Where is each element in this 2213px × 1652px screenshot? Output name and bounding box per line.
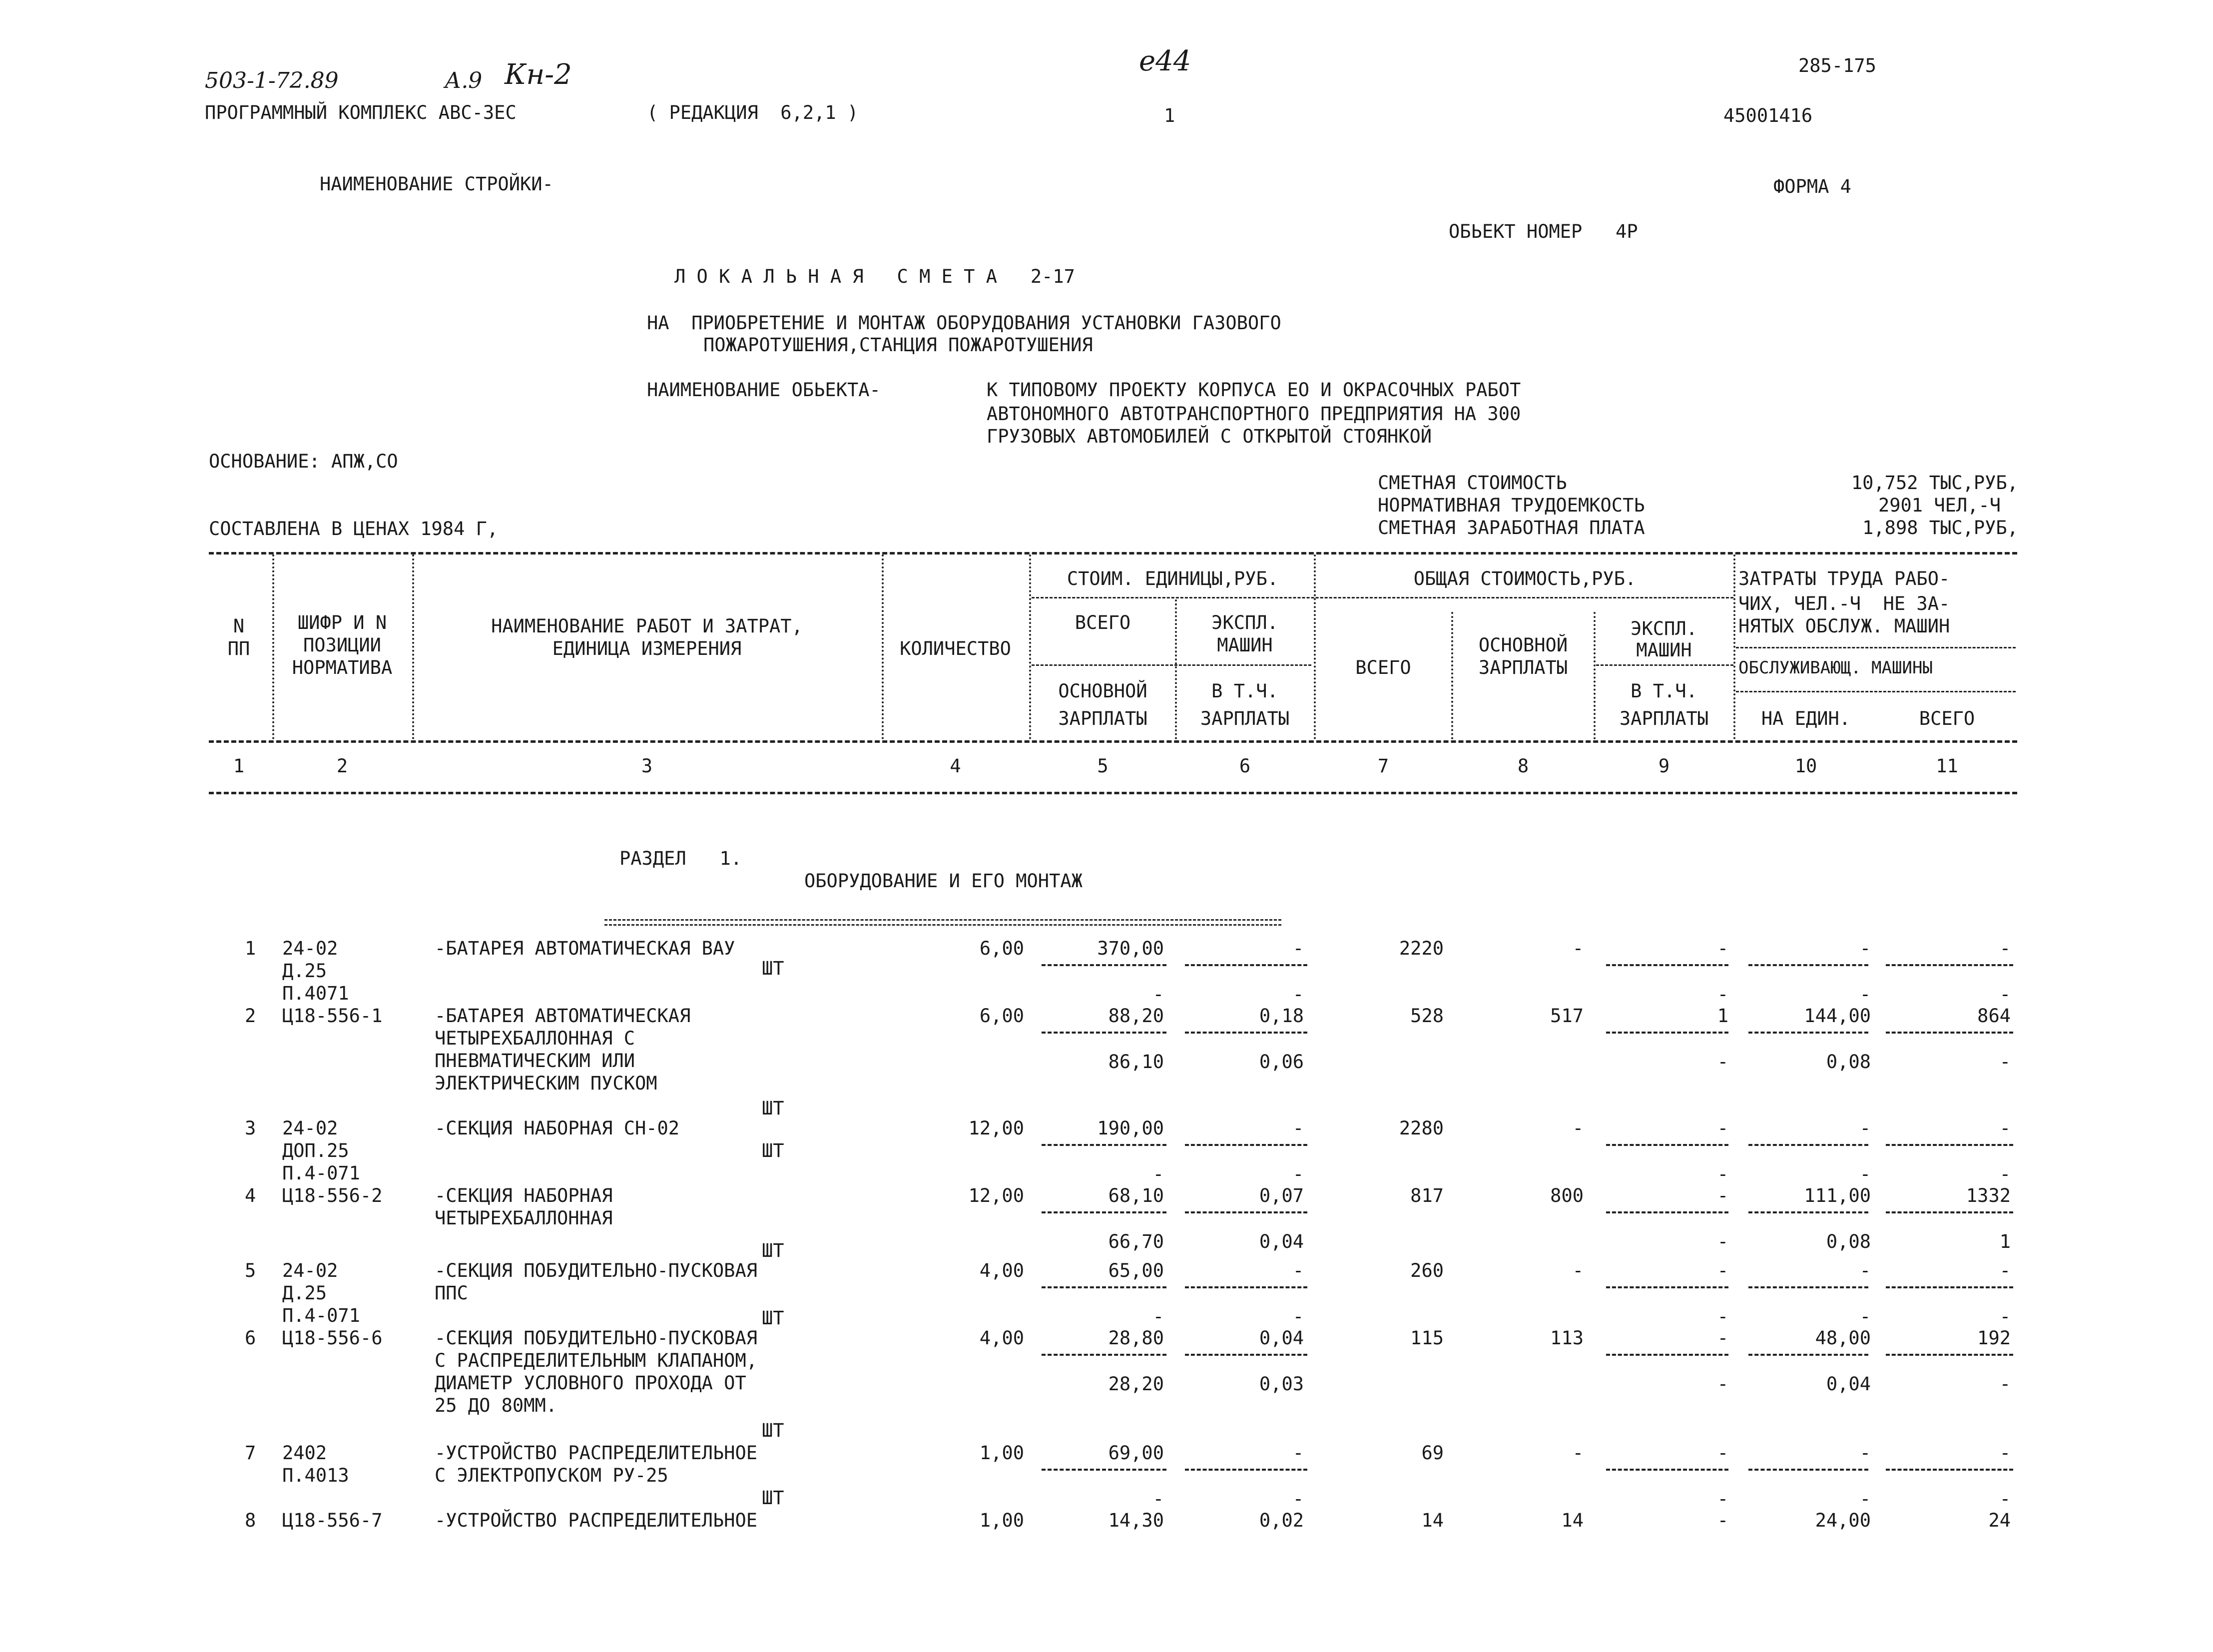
row-labor-total: 24 bbox=[1988, 1510, 2011, 1531]
row-labor-machine-unit: - bbox=[1859, 1488, 1871, 1510]
row-name: -УСТРОЙСТВО РАСПРЕДЕЛИТЕЛЬНОЕ bbox=[435, 1442, 758, 1464]
cell-underline bbox=[1748, 1211, 1868, 1213]
col11-label: ВСЕГО bbox=[1919, 708, 1975, 729]
cell-underline bbox=[1886, 1144, 2013, 1146]
row-code: П.4013 bbox=[282, 1465, 349, 1486]
cell-underline bbox=[1042, 1144, 1166, 1146]
cell-underline bbox=[1185, 1032, 1307, 1034]
row-name: ДИАМЕТР УСЛОВНОГО ПРОХОДА ОТ bbox=[435, 1372, 746, 1394]
header-subrule bbox=[1032, 597, 1733, 598]
col-code-label: ШИФР И N bbox=[297, 612, 387, 633]
col7-label: ВСЕГО bbox=[1355, 657, 1411, 678]
col6-sub-label: В Т.Ч. bbox=[1211, 680, 1278, 702]
row-number: 6 bbox=[245, 1327, 256, 1349]
row-labor-machine-total: - bbox=[1999, 1306, 2011, 1327]
archive-number: 285-175 bbox=[1798, 55, 1876, 76]
row-machine-cost: 0,02 bbox=[1259, 1510, 1304, 1531]
cell-underline bbox=[1748, 1286, 1868, 1288]
section-name: ОБОРУДОВАНИЕ И ЕГО МОНТАЖ bbox=[804, 870, 1083, 892]
row-unit-cost: 28,80 bbox=[1108, 1327, 1164, 1349]
handwritten-page-number: е44 bbox=[1139, 45, 1191, 77]
cell-underline bbox=[1185, 1211, 1307, 1213]
row-name: -УСТРОЙСТВО РАСПРЕДЕЛИТЕЛЬНОЕ bbox=[435, 1510, 758, 1531]
cell-underline bbox=[1185, 1354, 1307, 1356]
row-machine-wages: 0,04 bbox=[1259, 1231, 1304, 1252]
row-wages: 113 bbox=[1550, 1327, 1584, 1349]
row-total: 528 bbox=[1410, 1005, 1444, 1027]
row-total: 2220 bbox=[1399, 938, 1444, 959]
row-code: ДОП.25 bbox=[282, 1140, 349, 1161]
row-machine-total: - bbox=[1717, 1117, 1728, 1139]
col-number: 7 bbox=[1377, 755, 1389, 777]
col-name-label: НАИМЕНОВАНИЕ РАБОТ И ЗАТРАТ, bbox=[491, 615, 803, 637]
col-labor-label: ЗАТРАТЫ ТРУДА РАБО- bbox=[1738, 568, 1950, 589]
row-qty: 12,00 bbox=[968, 1185, 1024, 1206]
row-total: 2280 bbox=[1399, 1117, 1444, 1139]
row-machine-wages-total: - bbox=[1717, 1231, 1728, 1252]
row-name: -СЕКЦИЯ ПОБУДИТЕЛЬНО-ПУСКОВАЯ bbox=[435, 1327, 758, 1349]
object-name-line2: АВТОНОМНОГО АВТОТРАНСПОРТНОГО ПРЕДПРИЯТИЯ НА 300 bbox=[987, 403, 1521, 425]
row-wages: 517 bbox=[1550, 1005, 1584, 1027]
row-labor-unit: - bbox=[1859, 1117, 1871, 1139]
row-machine-total: - bbox=[1717, 1185, 1728, 1206]
row-unit-cost: 65,00 bbox=[1108, 1260, 1164, 1281]
row-labor-machine-unit: 0,08 bbox=[1826, 1231, 1871, 1252]
row-machine-cost: 0,18 bbox=[1259, 1005, 1304, 1027]
cell-underline bbox=[1606, 1286, 1728, 1288]
col-n-label-2: ПП bbox=[227, 638, 250, 659]
col-sep bbox=[882, 554, 884, 739]
row-code: Д.25 bbox=[282, 960, 327, 982]
cell-underline bbox=[1042, 1211, 1166, 1213]
row-total: 260 bbox=[1410, 1260, 1444, 1281]
row-number: 4 bbox=[245, 1185, 256, 1206]
row-unit: ШТ bbox=[762, 1307, 784, 1329]
cell-underline bbox=[1886, 1032, 2013, 1034]
cell-underline bbox=[1185, 964, 1307, 966]
col-number: 2 bbox=[336, 755, 348, 777]
cell-underline bbox=[1886, 964, 2013, 966]
row-unit-cost: 88,20 bbox=[1108, 1005, 1164, 1027]
row-unit: ШТ bbox=[762, 1420, 784, 1441]
handwritten-album: А.9 bbox=[445, 68, 483, 93]
cell-underline bbox=[1606, 1032, 1728, 1034]
col-labor-label-2: ЧИХ, ЧЕЛ.-Ч НЕ ЗА- bbox=[1738, 593, 1950, 614]
row-unit-cost-wages: - bbox=[1152, 1306, 1164, 1327]
row-number: 8 bbox=[245, 1510, 256, 1531]
row-labor-machine-total: - bbox=[1999, 1051, 2011, 1073]
edition: ( РЕДАКЦИЯ 6,2,1 ) bbox=[647, 102, 859, 123]
cell-underline bbox=[1606, 964, 1728, 966]
row-machine-cost: - bbox=[1292, 1117, 1304, 1139]
row-machine-total: - bbox=[1717, 1260, 1728, 1281]
row-labor-machine-total: - bbox=[1999, 1163, 2011, 1185]
table-header-rule bbox=[209, 740, 2017, 743]
row-unit-cost: 190,00 bbox=[1097, 1117, 1164, 1139]
col8-label-2: ЗАРПЛАТЫ bbox=[1478, 657, 1568, 678]
col-number: 4 bbox=[950, 755, 961, 777]
cell-underline bbox=[1042, 1469, 1166, 1471]
col6-label: ЭКСПЛ. bbox=[1211, 612, 1278, 633]
row-unit: ШТ bbox=[762, 958, 784, 979]
cell-underline bbox=[1886, 1211, 2013, 1213]
header-subrule bbox=[1736, 691, 2016, 692]
row-labor-machine-unit: - bbox=[1859, 984, 1871, 1005]
row-qty: 6,00 bbox=[979, 938, 1024, 959]
cell-underline bbox=[1042, 964, 1166, 966]
row-machine-wages: - bbox=[1292, 984, 1304, 1005]
col-unit-cost-label: СТОИМ. ЕДИНИЦЫ,РУБ. bbox=[1067, 568, 1279, 589]
row-code: 24-02 bbox=[282, 1260, 338, 1281]
col-name-label-2: ЕДИНИЦА ИЗМЕРЕНИЯ bbox=[552, 638, 742, 659]
col9-label: ЭКСПЛ. bbox=[1631, 618, 1697, 639]
row-unit-cost-wages: - bbox=[1152, 984, 1164, 1005]
col-sep bbox=[1314, 554, 1316, 739]
row-unit-cost-wages: 66,70 bbox=[1108, 1231, 1164, 1252]
row-machine-cost: 0,04 bbox=[1259, 1327, 1304, 1349]
cell-underline bbox=[1886, 1469, 2013, 1471]
col8-label: ОСНОВНОЙ bbox=[1478, 634, 1568, 656]
row-labor-machine-total: - bbox=[1999, 984, 2011, 1005]
col-sep bbox=[1175, 599, 1177, 739]
header-subrule bbox=[1596, 664, 1733, 666]
estimate-title: Л О К А Л Ь Н А Я С М Е Т А 2-17 bbox=[674, 266, 1075, 287]
row-labor-total: - bbox=[1999, 1117, 2011, 1139]
row-wages: - bbox=[1572, 938, 1584, 959]
row-unit: ШТ bbox=[762, 1140, 784, 1161]
row-unit: ШТ bbox=[762, 1098, 784, 1119]
row-code: Ц18-556-7 bbox=[282, 1510, 383, 1531]
row-wages: - bbox=[1572, 1117, 1584, 1139]
col-sep bbox=[272, 554, 274, 739]
cell-underline bbox=[1886, 1354, 2013, 1356]
summary-label-labor: НОРМАТИВНАЯ ТРУДОЕМКОСТЬ bbox=[1378, 495, 1645, 516]
row-code: Ц18-556-2 bbox=[282, 1185, 383, 1206]
cell-underline bbox=[1748, 1144, 1868, 1146]
row-machine-cost: 0,07 bbox=[1259, 1185, 1304, 1206]
col5-label: ВСЕГО bbox=[1075, 612, 1131, 633]
col6-sub-label-2: ЗАРПЛАТЫ bbox=[1200, 708, 1290, 729]
object-label: НАИМЕНОВАНИЕ ОБЬЕКТА- bbox=[647, 379, 881, 401]
col-sep bbox=[1594, 612, 1596, 739]
row-labor-machine-total: 1 bbox=[1999, 1231, 2011, 1252]
row-machine-wages: 0,03 bbox=[1259, 1373, 1304, 1395]
row-labor-machine-total: - bbox=[1999, 1488, 2011, 1510]
col-number: 8 bbox=[1517, 755, 1529, 777]
col-total-cost-label: ОБЩАЯ СТОИМОСТЬ,РУБ. bbox=[1413, 568, 1637, 589]
row-wages: - bbox=[1572, 1260, 1584, 1281]
basis: ОСНОВАНИЕ: АПЖ,СО bbox=[209, 451, 398, 472]
col10-label: НА ЕДИН. bbox=[1761, 708, 1851, 729]
row-machine-wages-total: - bbox=[1717, 1488, 1728, 1510]
col-code-label-3: НОРМАТИВА bbox=[292, 657, 393, 678]
row-machine-total: - bbox=[1717, 938, 1728, 959]
table-numbers-rule bbox=[209, 792, 2017, 794]
section-rule bbox=[604, 919, 1281, 926]
row-machine-wages-total: - bbox=[1717, 1051, 1728, 1073]
row-code: П.4071 bbox=[282, 983, 349, 1004]
header-subrule bbox=[1032, 664, 1311, 666]
row-machine-wages: - bbox=[1292, 1306, 1304, 1327]
row-labor-total: 864 bbox=[1977, 1005, 2011, 1027]
object-name-line3: ГРУЗОВЫХ АВТОМОБИЛЕЙ С ОТКРЫТОЙ СТОЯНКОЙ bbox=[987, 426, 1432, 447]
col-sep bbox=[412, 554, 414, 739]
doc-number: 45001416 bbox=[1723, 105, 1813, 126]
row-qty: 12,00 bbox=[968, 1117, 1024, 1139]
row-unit: ШТ bbox=[762, 1240, 784, 1261]
row-qty: 4,00 bbox=[979, 1327, 1024, 1349]
header-subrule bbox=[1736, 647, 2016, 648]
row-number: 5 bbox=[245, 1260, 256, 1281]
col-n-label: N bbox=[233, 615, 245, 637]
row-labor-unit: 111,00 bbox=[1804, 1185, 1871, 1206]
cell-underline bbox=[1748, 1032, 1868, 1034]
row-machine-total: - bbox=[1717, 1327, 1728, 1349]
row-labor-total: 192 bbox=[1977, 1327, 2011, 1349]
cell-underline bbox=[1185, 1469, 1307, 1471]
row-name: ЭЛЕКТРИЧЕСКИМ ПУСКОМ bbox=[435, 1073, 657, 1094]
section-label: РАЗДЕЛ 1. bbox=[619, 848, 742, 869]
row-labor-unit: - bbox=[1859, 938, 1871, 959]
col-sep bbox=[1451, 612, 1453, 739]
cell-underline bbox=[1185, 1286, 1307, 1288]
col-labor-label-3: НЯТЫХ ОБСЛУЖ. МАШИН bbox=[1738, 615, 1950, 637]
row-labor-machine-total: - bbox=[1999, 1373, 2011, 1395]
row-labor-unit: - bbox=[1859, 1442, 1871, 1464]
summary-label-wages: СМЕТНАЯ ЗАРАБОТНАЯ ПЛАТА bbox=[1378, 517, 1645, 539]
row-unit-cost-wages: 86,10 bbox=[1108, 1051, 1164, 1073]
row-machine-total: - bbox=[1717, 1510, 1728, 1531]
row-name: ЧЕТЫРЕХБАЛЛОННАЯ С bbox=[435, 1028, 635, 1049]
row-labor-unit: 24,00 bbox=[1815, 1510, 1871, 1531]
row-machine-total: - bbox=[1717, 1442, 1728, 1464]
row-name: -СЕКЦИЯ ПОБУДИТЕЛЬНО-ПУСКОВАЯ bbox=[435, 1260, 758, 1281]
row-labor-unit: 48,00 bbox=[1815, 1327, 1871, 1349]
cell-underline bbox=[1748, 1469, 1868, 1471]
col9-label-2: МАШИН bbox=[1636, 639, 1692, 661]
row-name: -СЕКЦИЯ НАБОРНАЯ СН-02 bbox=[435, 1117, 680, 1139]
object-number: ОБЬЕКТ НОМЕР 4Р bbox=[1449, 221, 1638, 242]
col-number: 11 bbox=[1936, 755, 1958, 777]
row-name: -БАТАРЕЯ АВТОМАТИЧЕСКАЯ bbox=[435, 1005, 691, 1027]
estimate-purpose-line2: ПОЖАРОТУШЕНИЯ,СТАНЦИЯ ПОЖАРОТУШЕНИЯ bbox=[703, 334, 1093, 356]
row-machine-wages: - bbox=[1292, 1488, 1304, 1510]
row-wages: - bbox=[1572, 1442, 1584, 1464]
col6-label-2: МАШИН bbox=[1217, 634, 1273, 656]
row-labor-unit: 144,00 bbox=[1804, 1005, 1871, 1027]
row-unit-cost-wages: 28,20 bbox=[1108, 1373, 1164, 1395]
row-qty: 6,00 bbox=[979, 1005, 1024, 1027]
row-name: ПНЕВМАТИЧЕСКИМ ИЛИ bbox=[435, 1050, 635, 1072]
col5-sub-label-2: ЗАРПЛАТЫ bbox=[1058, 708, 1147, 729]
cell-underline bbox=[1042, 1354, 1166, 1356]
row-unit-cost-wages: - bbox=[1152, 1488, 1164, 1510]
row-code: Д.25 bbox=[282, 1282, 327, 1304]
row-unit-cost: 14,30 bbox=[1108, 1510, 1164, 1531]
col-code-label-2: ПОЗИЦИИ bbox=[303, 634, 381, 656]
row-unit-cost-wages: - bbox=[1152, 1163, 1164, 1185]
col-number: 9 bbox=[1658, 755, 1670, 777]
sheet-number: 1 bbox=[1164, 105, 1175, 126]
row-qty: 1,00 bbox=[979, 1442, 1024, 1464]
row-labor-total: - bbox=[1999, 1442, 2011, 1464]
handwritten-code: 503-1-72.89 bbox=[205, 68, 339, 93]
row-name: -БАТАРЕЯ АВТОМАТИЧЕСКАЯ ВАУ bbox=[435, 938, 735, 959]
row-code: 24-02 bbox=[282, 938, 338, 959]
col-number: 1 bbox=[233, 755, 245, 777]
row-machine-wages-total: - bbox=[1717, 1306, 1728, 1327]
col9-sub-label: В Т.Ч. bbox=[1631, 680, 1697, 702]
row-name: 25 ДО 80ММ. bbox=[435, 1395, 557, 1416]
row-name: С ЭЛЕКТРОПУСКОМ РУ-25 bbox=[435, 1465, 668, 1486]
row-number: 3 bbox=[245, 1117, 256, 1139]
row-machine-wages-total: - bbox=[1717, 984, 1728, 1005]
row-labor-total: - bbox=[1999, 938, 2011, 959]
cell-underline bbox=[1748, 964, 1868, 966]
row-labor-machine-unit: 0,08 bbox=[1826, 1051, 1871, 1073]
object-name-line1: К ТИПОВОМУ ПРОЕКТУ КОРПУСА ЕО И ОКРАСОЧНЫХ РАБОТ bbox=[987, 379, 1521, 401]
row-wages: 800 bbox=[1550, 1185, 1584, 1206]
col-sep bbox=[1733, 554, 1735, 739]
row-qty: 1,00 bbox=[979, 1510, 1024, 1531]
row-labor-total: 1332 bbox=[1966, 1185, 2011, 1206]
row-machine-cost: - bbox=[1292, 938, 1304, 959]
row-code: 24-02 bbox=[282, 1117, 338, 1139]
row-total: 69 bbox=[1421, 1442, 1444, 1464]
row-unit-cost: 68,10 bbox=[1108, 1185, 1164, 1206]
row-labor-unit: - bbox=[1859, 1260, 1871, 1281]
col-number: 5 bbox=[1097, 755, 1108, 777]
row-total: 14 bbox=[1421, 1510, 1444, 1531]
col5-sub-label: ОСНОВНОЙ bbox=[1058, 680, 1147, 702]
row-code: Ц18-556-6 bbox=[282, 1327, 383, 1349]
row-unit: ШТ bbox=[762, 1487, 784, 1509]
row-name: -СЕКЦИЯ НАБОРНАЯ bbox=[435, 1185, 613, 1206]
row-total: 817 bbox=[1410, 1185, 1444, 1206]
handwritten-book: Кн-2 bbox=[505, 58, 572, 91]
row-machine-wages: 0,06 bbox=[1259, 1051, 1304, 1073]
summary-label-cost: СМЕТНАЯ СТОИМОСТЬ bbox=[1378, 472, 1567, 494]
cell-underline bbox=[1886, 1286, 2013, 1288]
table-top-rule bbox=[209, 552, 2017, 554]
col-number: 10 bbox=[1794, 755, 1817, 777]
row-machine-wages-total: - bbox=[1717, 1163, 1728, 1185]
form-label: ФОРМА 4 bbox=[1773, 176, 1851, 197]
row-machine-wages: - bbox=[1292, 1163, 1304, 1185]
cell-underline bbox=[1042, 1032, 1166, 1034]
cell-underline bbox=[1606, 1354, 1728, 1356]
row-number: 2 bbox=[245, 1005, 256, 1027]
col-sep bbox=[1029, 554, 1031, 739]
row-machine-cost: - bbox=[1292, 1442, 1304, 1464]
row-name: ППС bbox=[435, 1282, 468, 1304]
row-number: 1 bbox=[245, 938, 256, 959]
col9-sub-label-2: ЗАРПЛАТЫ bbox=[1619, 708, 1709, 729]
row-number: 7 bbox=[245, 1442, 256, 1464]
row-code: 2402 bbox=[282, 1442, 327, 1464]
row-name: С РАСПРЕДЕЛИТЕЛЬНЫМ КЛАПАНОМ, bbox=[435, 1350, 758, 1371]
row-code: Ц18-556-1 bbox=[282, 1005, 383, 1027]
program-name: ПРОГРАММНЫЙ КОМПЛЕКС АВС-3ЕС bbox=[205, 102, 517, 123]
row-labor-machine-unit: - bbox=[1859, 1163, 1871, 1185]
col-qty-label: КОЛИЧЕСТВО bbox=[900, 638, 1011, 659]
cell-underline bbox=[1748, 1354, 1868, 1356]
col-number: 6 bbox=[1239, 755, 1251, 777]
col-labor-label-4: ОБСЛУЖИВАЮЩ. МАШИНЫ bbox=[1738, 658, 1933, 678]
cell-underline bbox=[1042, 1286, 1166, 1288]
summary-value-cost: 10,752 ТЫС,РУБ, bbox=[1851, 472, 2018, 494]
row-unit-cost: 69,00 bbox=[1108, 1442, 1164, 1464]
row-code: П.4-071 bbox=[282, 1162, 360, 1184]
row-qty: 4,00 bbox=[979, 1260, 1024, 1281]
col-number: 3 bbox=[641, 755, 653, 777]
row-machine-total: 1 bbox=[1717, 1005, 1728, 1027]
row-wages: 14 bbox=[1561, 1510, 1584, 1531]
row-total: 115 bbox=[1410, 1327, 1444, 1349]
row-code: П.4-071 bbox=[282, 1305, 360, 1326]
row-machine-cost: - bbox=[1292, 1260, 1304, 1281]
prices-year: СОСТАВЛЕНА В ЦЕНАХ 1984 Г, bbox=[209, 518, 499, 540]
estimate-purpose-line1: НА ПРИОБРЕТЕНИЕ И МОНТАЖ ОБОРУДОВАНИЯ УСТАНОВКИ ГАЗОВОГО bbox=[647, 312, 1281, 334]
summary-value-labor: 2901 ЧЕЛ,-Ч bbox=[1878, 495, 2001, 516]
row-unit-cost: 370,00 bbox=[1097, 938, 1164, 959]
row-machine-wages-total: - bbox=[1717, 1373, 1728, 1395]
cell-underline bbox=[1606, 1211, 1728, 1213]
row-labor-machine-unit: - bbox=[1859, 1306, 1871, 1327]
row-labor-total: - bbox=[1999, 1260, 2011, 1281]
cell-underline bbox=[1606, 1144, 1728, 1146]
cell-underline bbox=[1185, 1144, 1307, 1146]
construction-label: НАИМЕНОВАНИЕ СТРОЙКИ- bbox=[320, 173, 553, 195]
summary-value-wages: 1,898 ТЫС,РУБ, bbox=[1862, 517, 2018, 539]
row-name: ЧЕТЫРЕХБАЛЛОННАЯ bbox=[435, 1207, 613, 1229]
cell-underline bbox=[1606, 1469, 1728, 1471]
row-labor-machine-unit: 0,04 bbox=[1826, 1373, 1871, 1395]
